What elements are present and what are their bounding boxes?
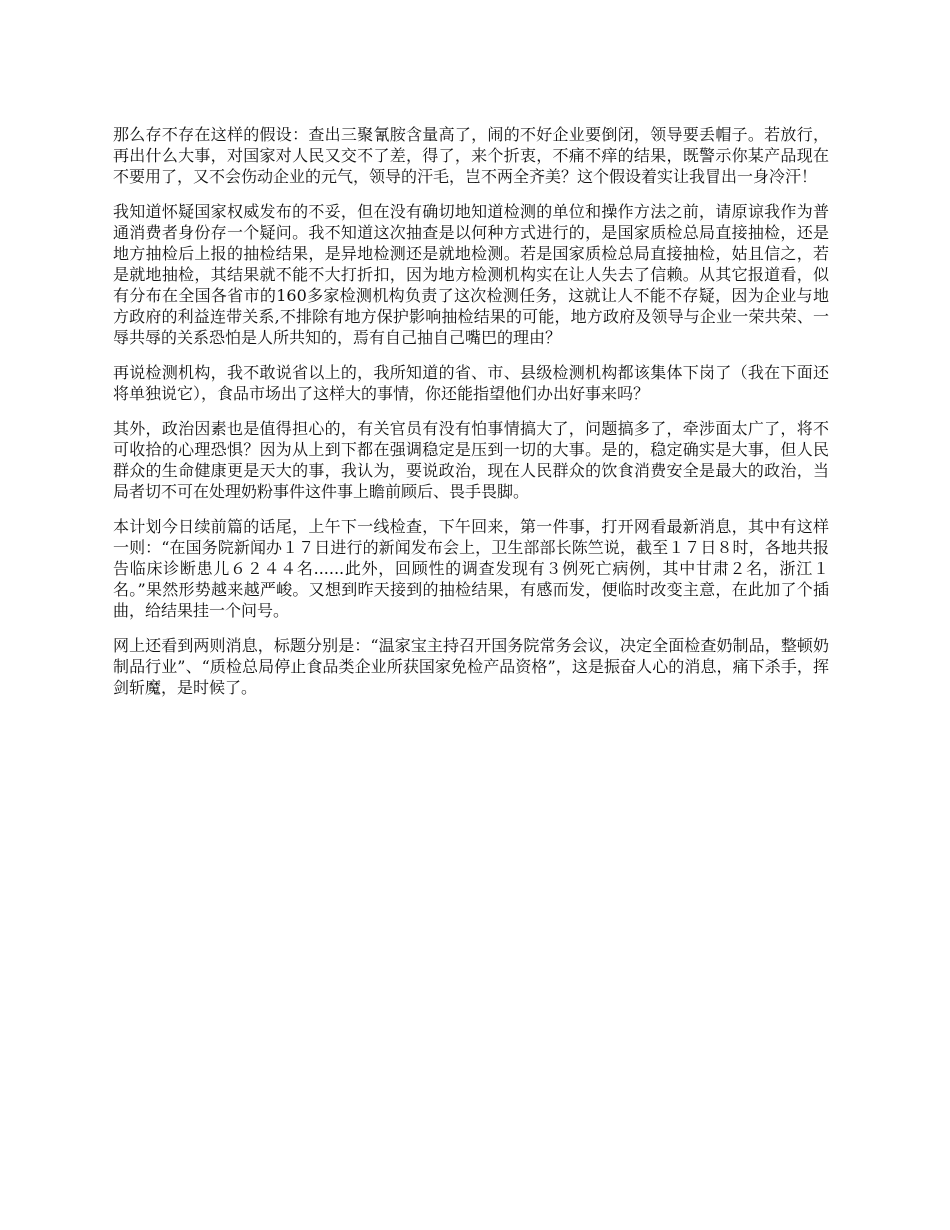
paragraph: 我知道怀疑国家权威发布的不妥，但在没有确切地知道检测的单位和操作方法之前，请原谅我作为普通消费者身份存一个疑问。我不知道这次抽查是以何种方式进行的，是国家质检总局直接抽检，还是地方抽检后上报的抽检结果，是异地检测还是就地检测。若是国家质检总局直接抽检，姑且信之，若是就地抽检，其结果就不能不大打折扣，因为地方检测机构实在让人失去了信赖。从其它报道看，似有分布在全国各省市的160多家检测机构负责了这次检测任务，这就让人不能不存疑，因为企业与地方政府的利益连带关系,不排除有地方保护影响抽检结果的可能，地方政府及领导与企业一荣共荣、一辱共辱的关系恐怕是人所共知的，焉有自己抽自己嘴巴的理由？	[113, 202, 829, 347]
paragraph: 本计划今日续前篇的话尾，上午下一线检查，下午回来，第一件事，打开网看最新消息，其中有这样一则：“在国务院新闻办１７日进行的新闻发布会上，卫生部部长陈竺说，截至１７日８时，各地共报告临床诊断患儿６２４４名......此外，回顾性的调查发现有３例死亡病例，其中甘肃２名，浙江１名。”果然形势越来越严峻。又想到昨天接到的抽检结果，有感而发，便临时改变主意，在此加了个插曲，给结果挂一个问号。	[113, 517, 829, 620]
paragraph: 再说检测机构，我不敢说省以上的，我所知道的省、市、县级检测机构都该集体下岗了（我在下面还将单独说它），食品市场出了这样大的事情，你还能指望他们办出好事来吗？	[113, 363, 829, 403]
paragraph: 那么存不存在这样的假设：查出三聚氰胺含量高了，闹的不好企业要倒闭，领导要丢帽子。若放行，再出什么大事，对国家对人民又交不了差，得了，来个折衷，不痛不痒的结果，既警示你某产品现在不要用了，又不会伤动企业的元气，领导的汗毛，岂不两全齐美？这个假设着实让我冒出一身冷汗！	[113, 125, 829, 186]
paragraph: 其外，政治因素也是值得担心的，有关官员有没有怕事情搞大了，问题搞多了，牵涉面太广了，将不可收拾的心理恐惧？因为从上到下都在强调稳定是压到一切的大事。是的，稳定确实是大事，但人民群众的生命健康更是天大的事，我认为，要说政治，现在人民群众的饮食消费安全是最大的政治，当局者切不可在处理奶粉事件这件事上瞻前顾后、畏手畏脚。	[113, 419, 829, 501]
document-body	[113, 124, 829, 712]
paragraph: 网上还看到两则消息，标题分别是：“温家宝主持召开国务院常务会议，决定全面检查奶制品，整顿奶制品行业”、“质检总局停止食品类企业所获国家免检产品资格”，这是振奋人心的消息，痛下杀手，挥剑斩魔，是时候了。	[113, 636, 829, 697]
